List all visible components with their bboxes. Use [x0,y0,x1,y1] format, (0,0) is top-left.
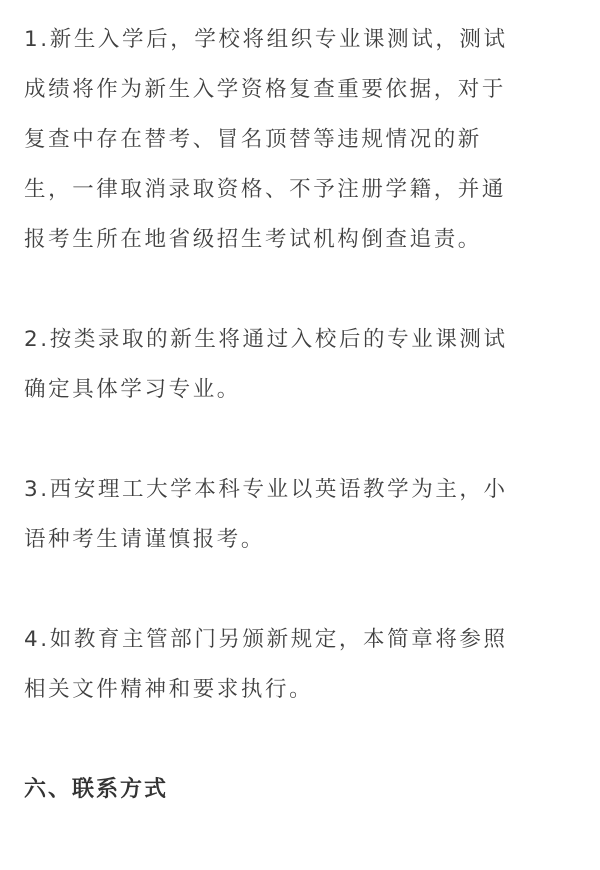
text-line: 成绩将作为新生入学资格复查重要依据，对于 [24,77,507,102]
text-line: 确定具体学习专业。 [24,377,241,402]
paragraph-spacer [24,415,576,465]
text-line: 3.西安理工大学本科专业以英语教学为主，小 [24,477,508,502]
text-line: 生，一律取消录取资格、不予注册学籍，并通 [24,177,507,202]
text-line: 1.新生入学后，学校将组织专业课测试，测试 [24,27,508,52]
notice-item-2 [24,315,576,415]
text-line: 报考生所在地省级招生考试机构倒查追责。 [24,227,482,252]
section-heading-contact: 六、联系方式 [24,777,169,802]
paragraph-spacer [24,715,576,765]
text-line: 相关文件精神和要求执行。 [24,677,314,702]
text-line: 复查中存在替考、冒名顶替等违规情况的新 [24,127,482,152]
text-line: 2.按类录取的新生将通过入校后的专业课测试 [24,327,508,352]
text-line: 语种考生请谨慎报考。 [24,527,266,552]
notice-item-1 [24,15,576,265]
notice-item-4 [24,615,576,715]
notice-item-3 [24,465,576,565]
text-line: 4.如教育主管部门另颁新规定，本简章将参照 [24,627,508,652]
paragraph-spacer [24,565,576,615]
paragraph-spacer [24,265,576,315]
